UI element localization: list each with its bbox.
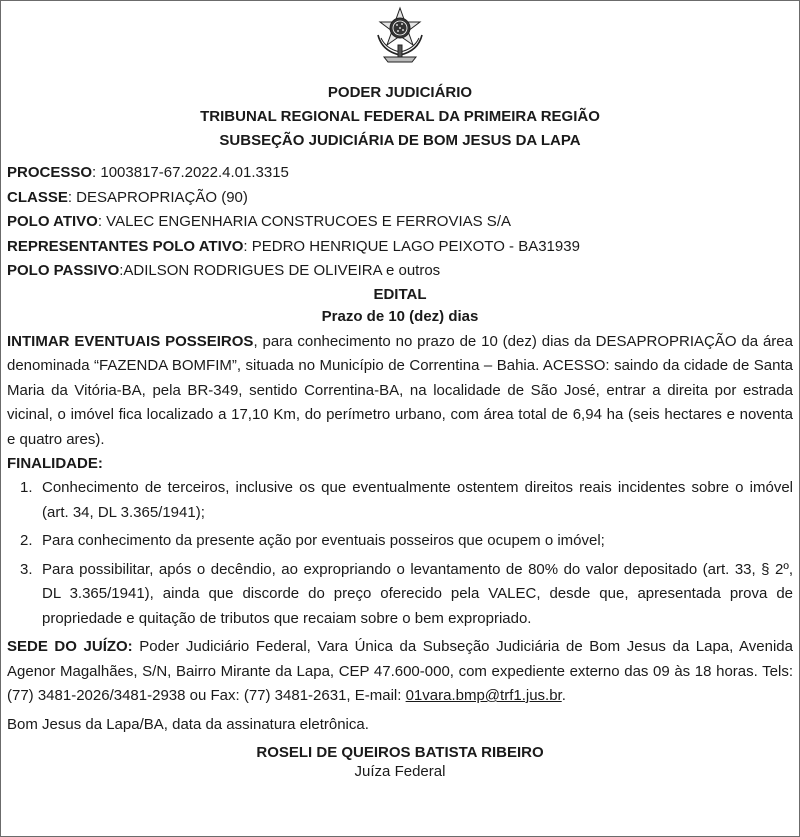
field-classe: [7, 186, 793, 211]
finalidade-title: FINALIDADE:: [7, 455, 103, 472]
field-value: : DESAPROPRIAÇÃO (90): [67, 188, 248, 206]
field-polo-ativo: [7, 210, 793, 235]
field-value: : VALEC ENGENHARIA CONSTRUCOES E FERROVIAS S/A: [97, 213, 511, 230]
place-date: Bom Jesus da Lapa/BA, data da assinatura eletrônica.: [7, 715, 369, 733]
list-item: [7, 558, 793, 632]
sede-text: Poder Judiciário Federal, Vara Única da Subseção Judiciária de Bom Jesus da Lapa, Avenida Agenor Magalhães, S/N, Bairro Mirante da Lapa, CEP 47.600-000, com expediente externo das 09 às 18 horas. Tels: (77) 3481-2026/3481-2938 ou Fax: (77) 3481-2631, E-mail:: [7, 638, 793, 704]
intimar-lead: INTIMAR EVENTUAIS POSSEIROS: [7, 332, 254, 350]
field-processo: [7, 161, 793, 186]
field-value: : PEDRO HENRIQUE LAGO PEIXOTO - BA31939: [243, 237, 580, 255]
list-item: [7, 529, 793, 554]
edital-prazo: Prazo de 10 (dez) dias: [321, 307, 479, 325]
list-number: 1.: [20, 479, 33, 496]
field-polo-passivo: [7, 259, 793, 284]
coat-of-arms-icon: [372, 5, 428, 65]
edital-title: EDITAL: [373, 285, 427, 303]
signature-role: Juíza Federal: [354, 762, 446, 780]
case-fields: [7, 161, 793, 284]
sede-paragraph: [7, 635, 793, 709]
list-number: 3.: [20, 560, 33, 578]
header-poder-judiciario: PODER JUDICIÁRIO: [327, 84, 473, 101]
field-representantes: [7, 235, 793, 260]
header-subsecao: SUBSEÇÃO JUDICIÁRIA DE BOM JESUS DA LAPA: [219, 132, 581, 149]
field-value: :ADILSON RODRIGUES DE OLIVEIRA e outros: [119, 262, 441, 279]
intimar-text: , para conhecimento no prazo de 10 (dez) dias da DESAPROPRIAÇÃO da área denominada “FAZENDA BOMFIM”, situada no Município de Correntina – Bahia. ACESSO: saindo da cidade de Santa Maria da Vitória-BA, pela BR-349, sentido Correntina-BA, na localidade de São José, entrar a direita por estrada vicinal, o imóvel fica localizado a 17,10 Km, do perímetro urbano, com área total de 6,94 ha (seis hectares e noventa e quatro ares).: [7, 332, 793, 448]
signature-name: ROSELI DE QUEIROS BATISTA RIBEIRO: [256, 743, 544, 761]
sede-end: .: [561, 687, 566, 704]
field-label: POLO PASSIVO: [7, 262, 120, 279]
field-label: PROCESSO: [7, 164, 93, 181]
field-label: CLASSE: [7, 188, 68, 206]
sede-label: SEDE DO JUÍZO:: [7, 638, 133, 655]
list-text: Para possibilitar, após o decêndio, ao expropriando o levantamento de 80% do valor depositado (art. 33, § 2º, DL 3.365/1941), ainda que discorde do preço oferecido pela VALEC, desde que, apresentada prova de propriedade e quitação de tributos que recaiam sobre o bem expropriado.: [42, 560, 793, 627]
finalidade-list: [7, 476, 793, 631]
field-label: REPRESENTANTES POLO ATIVO: [7, 237, 244, 255]
list-text: Conhecimento de terceiros, inclusive os que eventualmente ostentem direitos reais incidentes sobre o imóvel (art. 34, DL 3.365/1941);: [42, 479, 793, 521]
list-text: Para conhecimento da presente ação por eventuais posseiros que ocupem o imóvel;: [42, 532, 605, 549]
list-item: [7, 476, 793, 525]
intimar-paragraph: [7, 330, 793, 453]
field-value: : 1003817-67.2022.4.01.3315: [92, 164, 289, 181]
email-link[interactable]: 01vara.bmp@trf1.jus.br: [405, 687, 562, 704]
field-label: POLO ATIVO: [7, 213, 98, 230]
header-tribunal: TRIBUNAL REGIONAL FEDERAL DA PRIMEIRA REGIÃO: [200, 108, 600, 125]
list-number: 2.: [20, 532, 33, 549]
